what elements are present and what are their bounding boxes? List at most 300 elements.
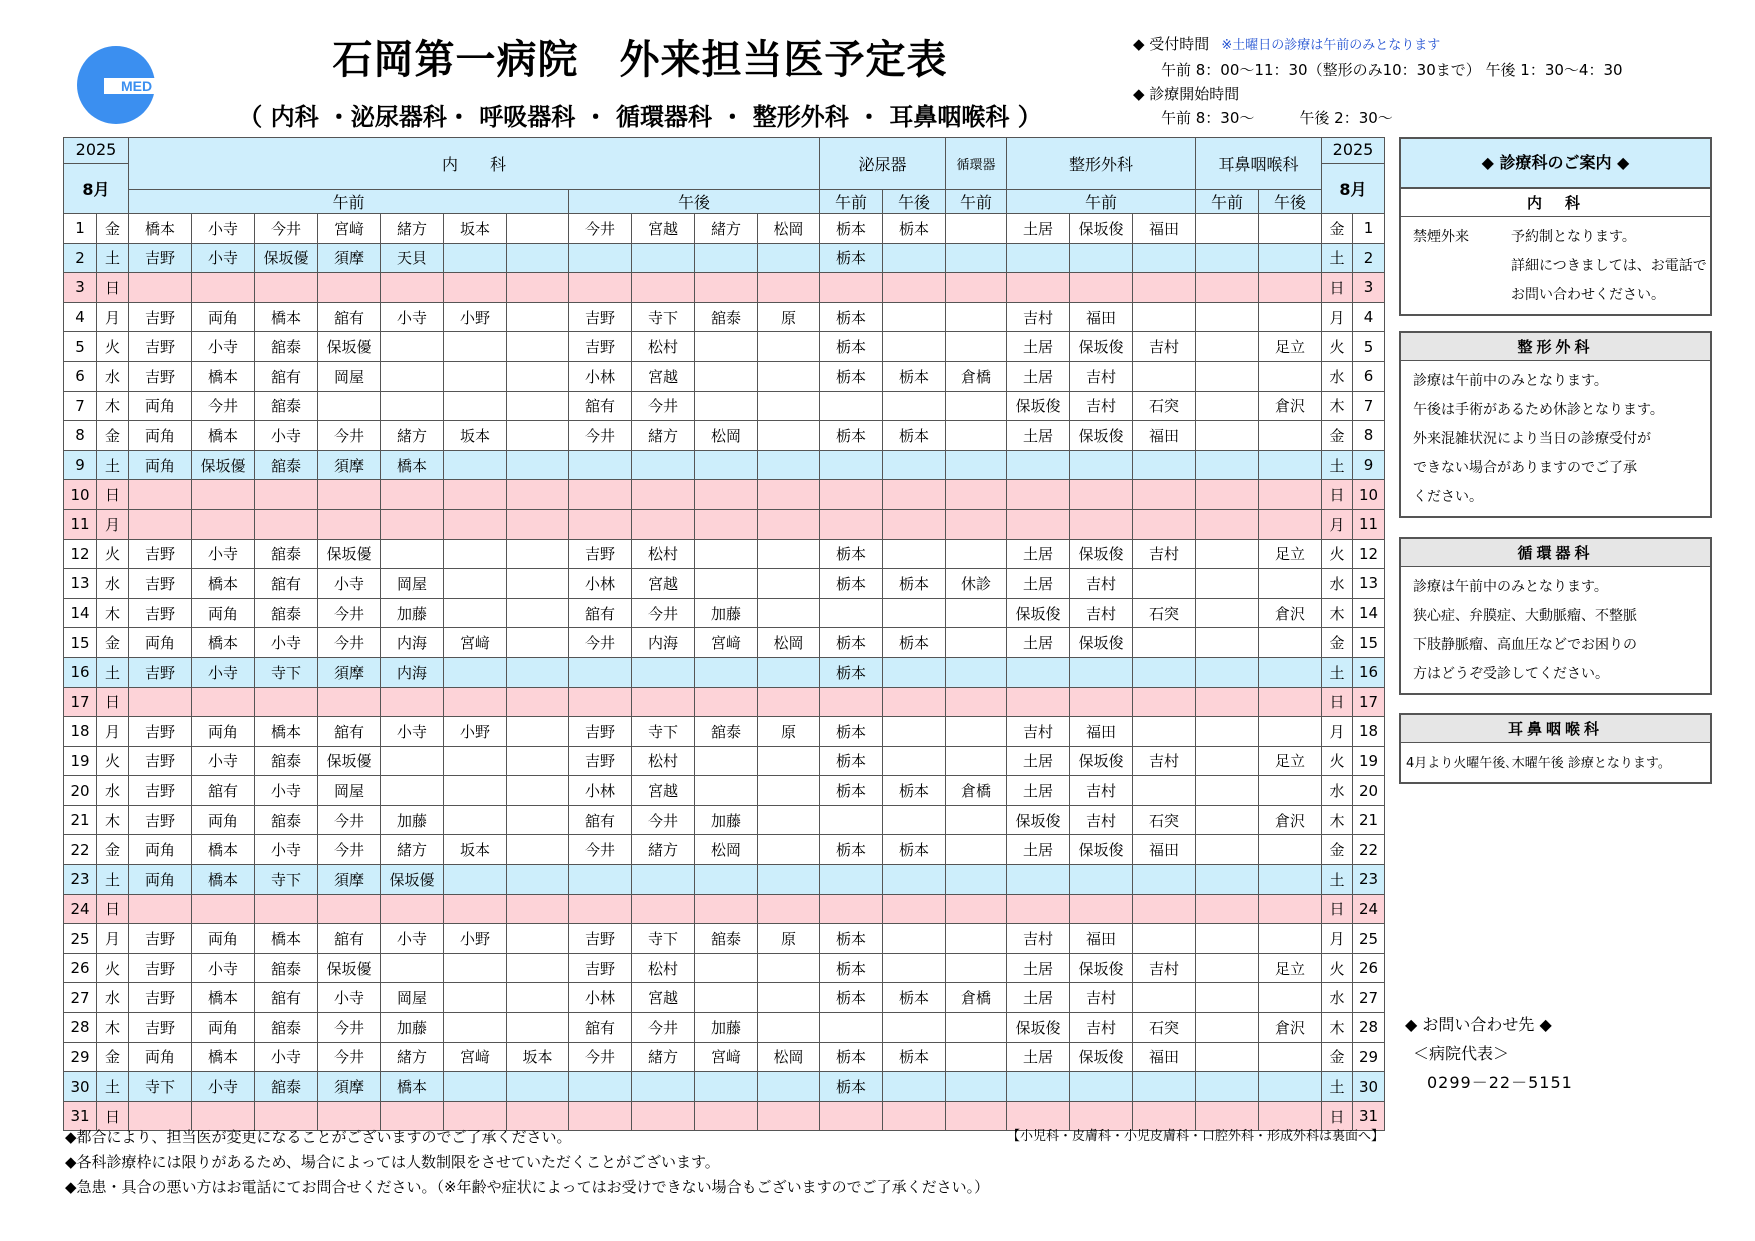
doctor-cell: 舘有 xyxy=(569,391,632,421)
day-number-right: 1 xyxy=(1353,214,1385,244)
doctor-cell xyxy=(1133,717,1196,747)
doctor-cell: 小寺 xyxy=(255,776,318,806)
doctor-cell: 宮越 xyxy=(632,776,695,806)
doctor-cell: 福田 xyxy=(1070,302,1133,332)
weekday: 月 xyxy=(97,717,129,747)
doctor-cell: 福田 xyxy=(1133,421,1196,451)
doctor-cell: 保坂優 xyxy=(318,953,381,983)
seikei-body xyxy=(1401,361,1710,516)
doctor-cell xyxy=(695,569,758,599)
day-number-right: 26 xyxy=(1353,953,1385,983)
weekday: 木 xyxy=(97,805,129,835)
doctor-cell xyxy=(695,1072,758,1102)
doctor-cell xyxy=(1133,865,1196,895)
doctor-cell xyxy=(946,746,1007,776)
doctor-cell xyxy=(1007,865,1070,895)
doctor-cell: 福田 xyxy=(1070,717,1133,747)
doctor-cell xyxy=(1259,214,1322,244)
doctor-cell: 橋本 xyxy=(381,1072,444,1102)
year-right: 2025 xyxy=(1322,138,1385,164)
doctor-cell: 岡屋 xyxy=(318,361,381,391)
seikei-line: できない場合がありますのでご了承 xyxy=(1413,460,1637,476)
doctor-cell: 岡屋 xyxy=(318,776,381,806)
doctor-cell: 小寺 xyxy=(255,1042,318,1072)
doctor-cell xyxy=(1133,776,1196,806)
doctor-cell xyxy=(1007,687,1070,717)
doctor-cell: 栃本 xyxy=(820,332,883,362)
doctor-cell: 土居 xyxy=(1007,361,1070,391)
doctor-cell: 保坂俊 xyxy=(1070,746,1133,776)
doctor-cell xyxy=(1259,776,1322,806)
doctor-cell: 加藤 xyxy=(381,598,444,628)
doctor-cell: 足立 xyxy=(1259,746,1322,776)
doctor-cell xyxy=(444,746,507,776)
doctor-cell xyxy=(758,657,820,687)
weekday-right: 木 xyxy=(1322,1013,1353,1043)
doctor-cell xyxy=(381,894,444,924)
doctor-cell: 栃本 xyxy=(883,983,946,1013)
seikei-line: 外来混雑状況により当日の診療受付が xyxy=(1413,431,1651,447)
doctor-cell xyxy=(1070,480,1133,510)
doctor-cell: 小寺 xyxy=(192,746,255,776)
hours-info xyxy=(1133,32,1623,130)
doctor-cell xyxy=(1259,1042,1322,1072)
doctor-cell: 小寺 xyxy=(318,569,381,599)
doctor-cell: 小林 xyxy=(569,776,632,806)
doctor-cell xyxy=(695,539,758,569)
doctor-cell xyxy=(444,598,507,628)
junkanki-title: 循環器科 xyxy=(1401,539,1710,567)
doctor-cell: 保坂俊 xyxy=(1070,1042,1133,1072)
doctor-cell xyxy=(695,480,758,510)
dept-junkanki: 循環器 xyxy=(946,138,1007,190)
weekday: 金 xyxy=(97,835,129,865)
doctor-cell: 舘有 xyxy=(255,569,318,599)
naika-line: 詳細につきましては、お電話で xyxy=(1511,258,1707,274)
naika-am: 午前 xyxy=(129,190,569,214)
doctor-cell: 土居 xyxy=(1007,628,1070,658)
doctor-cell xyxy=(444,983,507,1013)
doctor-cell: 今井 xyxy=(569,421,632,451)
weekday: 金 xyxy=(97,421,129,451)
weekday: 土 xyxy=(97,657,129,687)
doctor-cell xyxy=(1196,509,1259,539)
doctor-cell: 吉野 xyxy=(129,746,192,776)
doctor-cell xyxy=(444,657,507,687)
doctor-cell: 栃本 xyxy=(883,421,946,451)
sidebar-header xyxy=(1399,137,1712,189)
doctor-cell: 吉村 xyxy=(1070,598,1133,628)
schedule-row xyxy=(64,569,1385,599)
day-number: 19 xyxy=(64,746,97,776)
doctor-cell: 舘有 xyxy=(569,598,632,628)
doctor-cell xyxy=(883,302,946,332)
doctor-cell xyxy=(444,450,507,480)
schedule-row xyxy=(64,450,1385,480)
schedule-row xyxy=(64,805,1385,835)
doctor-cell xyxy=(1196,273,1259,303)
doctor-cell xyxy=(444,1013,507,1043)
weekday-right: 日 xyxy=(1322,687,1353,717)
doctor-cell: 寺下 xyxy=(632,924,695,954)
day-number: 31 xyxy=(64,1101,97,1131)
doctor-cell xyxy=(1259,865,1322,895)
doctor-cell xyxy=(569,894,632,924)
doctor-cell: 今井 xyxy=(318,628,381,658)
doctor-cell: 土居 xyxy=(1007,539,1070,569)
doctor-cell xyxy=(695,509,758,539)
doctor-cell: 須摩 xyxy=(318,243,381,273)
junkanki-box xyxy=(1399,537,1712,695)
jibi-box xyxy=(1399,713,1712,784)
doctor-cell: 吉野 xyxy=(129,598,192,628)
day-number: 5 xyxy=(64,332,97,362)
doctor-cell xyxy=(758,361,820,391)
doctor-cell: 小寺 xyxy=(192,539,255,569)
day-number: 7 xyxy=(64,391,97,421)
naika-label: 禁煙外来 xyxy=(1413,229,1469,245)
doctor-cell: 両角 xyxy=(129,421,192,451)
doctor-cell xyxy=(820,865,883,895)
doctor-cell xyxy=(444,480,507,510)
day-number: 12 xyxy=(64,539,97,569)
doctor-cell xyxy=(695,953,758,983)
doctor-cell xyxy=(1196,1072,1259,1102)
schedule-row xyxy=(64,391,1385,421)
doctor-cell xyxy=(1133,509,1196,539)
day-number: 10 xyxy=(64,480,97,510)
doctor-cell: 小寺 xyxy=(381,302,444,332)
doctor-cell: 保坂俊 xyxy=(1070,953,1133,983)
doctor-cell xyxy=(695,865,758,895)
doctor-cell xyxy=(507,835,569,865)
schedule-row xyxy=(64,894,1385,924)
doctor-cell xyxy=(1259,628,1322,658)
doctor-cell: 内海 xyxy=(381,628,444,658)
doctor-cell: 栃本 xyxy=(883,361,946,391)
doctor-cell: 両角 xyxy=(192,1013,255,1043)
doctor-cell: 緒方 xyxy=(632,1042,695,1072)
day-number: 3 xyxy=(64,273,97,303)
doctor-cell xyxy=(381,273,444,303)
day-number: 17 xyxy=(64,687,97,717)
doctor-cell: 舘有 xyxy=(569,1013,632,1043)
doctor-cell xyxy=(946,1101,1007,1131)
doctor-cell xyxy=(695,894,758,924)
doctor-cell xyxy=(444,273,507,303)
doctor-cell: 保坂俊 xyxy=(1070,835,1133,865)
doctor-cell: 舘泰 xyxy=(255,450,318,480)
schedule-row xyxy=(64,1042,1385,1072)
doctor-cell xyxy=(129,480,192,510)
schedule-row xyxy=(64,539,1385,569)
schedule-row xyxy=(64,657,1385,687)
doctor-cell: 今井 xyxy=(318,835,381,865)
doctor-cell: 坂本 xyxy=(444,835,507,865)
doctor-cell xyxy=(255,273,318,303)
doctor-cell xyxy=(1070,865,1133,895)
doctor-cell xyxy=(1007,1072,1070,1102)
doctor-cell xyxy=(381,509,444,539)
doctor-cell: 栃本 xyxy=(820,835,883,865)
weekday: 月 xyxy=(97,509,129,539)
doctor-cell: 小寺 xyxy=(192,214,255,244)
page-title: 石岡第一病院 外来担当医予定表 xyxy=(332,37,948,83)
doctor-cell: 栃本 xyxy=(883,776,946,806)
doctor-cell: 舘有 xyxy=(569,805,632,835)
doctor-cell xyxy=(1196,598,1259,628)
doctor-cell: 緒方 xyxy=(381,1042,444,1072)
hospital-logo xyxy=(76,45,162,125)
day-number-right: 16 xyxy=(1353,657,1385,687)
doctor-cell: 舘泰 xyxy=(255,1013,318,1043)
doctor-cell xyxy=(1259,509,1322,539)
doctor-cell: 小寺 xyxy=(255,835,318,865)
doctor-cell xyxy=(883,865,946,895)
doctor-cell xyxy=(1259,361,1322,391)
doctor-cell xyxy=(1070,243,1133,273)
doctor-cell: 今井 xyxy=(318,1013,381,1043)
doctor-cell: 橋本 xyxy=(192,361,255,391)
doctor-cell xyxy=(381,332,444,362)
doctor-cell xyxy=(255,509,318,539)
doctor-cell: 土居 xyxy=(1007,953,1070,983)
doctor-cell: 今井 xyxy=(632,598,695,628)
doctor-cell xyxy=(632,1072,695,1102)
weekday-right: 金 xyxy=(1322,214,1353,244)
day-number: 18 xyxy=(64,717,97,747)
doctor-cell xyxy=(318,509,381,539)
weekday-right: 日 xyxy=(1322,894,1353,924)
doctor-cell xyxy=(758,1101,820,1131)
contact-block xyxy=(1405,1010,1573,1097)
doctor-cell xyxy=(1196,1013,1259,1043)
doctor-cell xyxy=(632,480,695,510)
day-number-right: 5 xyxy=(1353,332,1385,362)
doctor-cell: 橋本 xyxy=(381,450,444,480)
doctor-cell: 今井 xyxy=(318,805,381,835)
doctor-cell xyxy=(820,273,883,303)
hinyoki-pm: 午後 xyxy=(883,190,946,214)
doctor-cell: 橋本 xyxy=(129,214,192,244)
weekday-right: 月 xyxy=(1322,717,1353,747)
weekday-right: 日 xyxy=(1322,1101,1353,1131)
doctor-cell xyxy=(507,687,569,717)
doctor-cell xyxy=(758,539,820,569)
doctor-cell xyxy=(507,332,569,362)
day-number-right: 27 xyxy=(1353,983,1385,1013)
doctor-cell xyxy=(632,894,695,924)
seikei-line: 診療は午前中のみとなります。 xyxy=(1413,373,1608,389)
doctor-cell: 保坂優 xyxy=(192,450,255,480)
doctor-cell xyxy=(758,687,820,717)
doctor-cell: 栃本 xyxy=(820,539,883,569)
day-number: 11 xyxy=(64,509,97,539)
doctor-cell xyxy=(569,450,632,480)
day-number-right: 21 xyxy=(1353,805,1385,835)
doctor-cell xyxy=(820,450,883,480)
doctor-cell xyxy=(946,302,1007,332)
doctor-cell: 土居 xyxy=(1007,835,1070,865)
weekday: 土 xyxy=(97,1072,129,1102)
day-number: 26 xyxy=(64,953,97,983)
doctor-cell xyxy=(1196,361,1259,391)
doctor-cell: 石突 xyxy=(1133,805,1196,835)
doctor-cell: 舘泰 xyxy=(255,746,318,776)
doctor-cell xyxy=(695,1101,758,1131)
doctor-cell: 坂本 xyxy=(444,421,507,451)
doctor-cell xyxy=(946,953,1007,983)
doctor-cell xyxy=(820,687,883,717)
jibi-am: 午前 xyxy=(1196,190,1259,214)
schedule-row xyxy=(64,598,1385,628)
doctor-cell: 栃本 xyxy=(820,302,883,332)
day-number: 2 xyxy=(64,243,97,273)
doctor-cell xyxy=(946,391,1007,421)
day-number: 27 xyxy=(64,983,97,1013)
doctor-cell xyxy=(1133,480,1196,510)
doctor-cell: 舘泰 xyxy=(695,924,758,954)
doctor-cell xyxy=(946,509,1007,539)
doctor-cell xyxy=(758,805,820,835)
doctor-cell xyxy=(820,1013,883,1043)
doctor-cell: 加藤 xyxy=(695,1013,758,1043)
weekday: 金 xyxy=(97,628,129,658)
doctor-cell xyxy=(1133,687,1196,717)
junkanki-line: 狭心症、弁膜症、大動脈瘤、不整脈 xyxy=(1413,608,1637,624)
doctor-cell xyxy=(507,450,569,480)
doctor-cell xyxy=(758,332,820,362)
footer-note-1: ◆都合により、担当医が変更になることがございますのでご了承ください。 xyxy=(65,1128,572,1146)
doctor-cell xyxy=(695,243,758,273)
doctor-cell xyxy=(758,776,820,806)
doctor-cell xyxy=(1259,569,1322,599)
doctor-cell xyxy=(695,273,758,303)
doctor-cell xyxy=(192,509,255,539)
doctor-cell xyxy=(1259,894,1322,924)
doctor-cell: 橋本 xyxy=(192,569,255,599)
schedule-row xyxy=(64,746,1385,776)
doctor-cell: 緒方 xyxy=(381,214,444,244)
doctor-cell xyxy=(1196,302,1259,332)
doctor-cell xyxy=(129,687,192,717)
hinyoki-am: 午前 xyxy=(820,190,883,214)
doctor-cell: 倉沢 xyxy=(1259,1013,1322,1043)
doctor-cell: 保坂優 xyxy=(318,332,381,362)
doctor-cell: 吉野 xyxy=(129,717,192,747)
doctor-cell xyxy=(758,983,820,1013)
doctor-cell: 倉沢 xyxy=(1259,598,1322,628)
doctor-cell xyxy=(318,480,381,510)
doctor-cell xyxy=(1196,746,1259,776)
doctor-cell: 土居 xyxy=(1007,1042,1070,1072)
doctor-cell: 橋本 xyxy=(192,628,255,658)
doctor-cell xyxy=(632,273,695,303)
weekday-right: 火 xyxy=(1322,953,1353,983)
doctor-cell xyxy=(946,332,1007,362)
doctor-cell: 吉野 xyxy=(569,953,632,983)
doctor-cell xyxy=(1196,421,1259,451)
weekday-right: 日 xyxy=(1322,273,1353,303)
weekday-right: 水 xyxy=(1322,983,1353,1013)
day-number-right: 7 xyxy=(1353,391,1385,421)
doctor-cell xyxy=(507,243,569,273)
doctor-cell xyxy=(1196,391,1259,421)
doctor-cell xyxy=(632,509,695,539)
doctor-cell: 今井 xyxy=(632,805,695,835)
doctor-cell xyxy=(695,361,758,391)
doctor-cell: 宮﨑 xyxy=(444,628,507,658)
doctor-cell xyxy=(507,657,569,687)
doctor-cell xyxy=(569,243,632,273)
doctor-cell: 寺下 xyxy=(129,1072,192,1102)
doctor-cell: 栃本 xyxy=(820,657,883,687)
doctor-cell xyxy=(883,687,946,717)
doctor-cell xyxy=(569,657,632,687)
day-number: 29 xyxy=(64,1042,97,1072)
doctor-cell: 吉野 xyxy=(129,805,192,835)
day-number-right: 13 xyxy=(1353,569,1385,599)
contact-title: ◆ お問い合わせ先 ◆ xyxy=(1405,1015,1552,1034)
doctor-cell xyxy=(1259,421,1322,451)
day-number-right: 15 xyxy=(1353,628,1385,658)
doctor-cell: 栃本 xyxy=(820,361,883,391)
day-number: 25 xyxy=(64,924,97,954)
day-number-right: 17 xyxy=(1353,687,1385,717)
doctor-cell: 松村 xyxy=(632,332,695,362)
doctor-cell xyxy=(695,391,758,421)
doctor-cell xyxy=(695,332,758,362)
weekday: 水 xyxy=(97,361,129,391)
day-number: 13 xyxy=(64,569,97,599)
doctor-cell xyxy=(1196,865,1259,895)
doctor-cell: 今井 xyxy=(569,214,632,244)
back-page-reference: 【小児科・皮膚科・小児皮膚科・口腔外科・形成外科は裏面へ】 xyxy=(1007,1129,1385,1144)
doctor-cell xyxy=(507,421,569,451)
doctor-cell: 須摩 xyxy=(318,1072,381,1102)
doctor-cell xyxy=(381,953,444,983)
doctor-cell: 吉野 xyxy=(129,657,192,687)
doctor-cell xyxy=(946,687,1007,717)
doctor-cell: 吉村 xyxy=(1133,953,1196,983)
doctor-cell: 両角 xyxy=(192,924,255,954)
doctor-cell: 両角 xyxy=(192,598,255,628)
doctor-cell: 加藤 xyxy=(695,805,758,835)
doctor-cell xyxy=(1196,953,1259,983)
doctor-cell xyxy=(1196,569,1259,599)
weekday-right: 土 xyxy=(1322,450,1353,480)
doctor-cell xyxy=(507,480,569,510)
weekday: 水 xyxy=(97,569,129,599)
doctor-cell: 内海 xyxy=(381,657,444,687)
junkanki-line: 下肢静脈瘤、高血圧などでお困りの xyxy=(1413,637,1637,653)
doctor-cell xyxy=(883,391,946,421)
doctor-cell xyxy=(695,983,758,1013)
seikei-line: 午後は手術があるため休診となります。 xyxy=(1413,402,1664,418)
doctor-cell: 栃本 xyxy=(820,1042,883,1072)
day-number-right: 12 xyxy=(1353,539,1385,569)
day-number-right: 20 xyxy=(1353,776,1385,806)
doctor-cell xyxy=(192,687,255,717)
doctor-cell: 栃本 xyxy=(883,1042,946,1072)
doctor-cell: 吉野 xyxy=(569,746,632,776)
doctor-cell: 舘有 xyxy=(318,302,381,332)
doctor-cell: 吉野 xyxy=(569,717,632,747)
doctor-cell: 緒方 xyxy=(632,835,695,865)
doctor-cell xyxy=(569,865,632,895)
doctor-cell xyxy=(946,450,1007,480)
doctor-cell xyxy=(507,569,569,599)
